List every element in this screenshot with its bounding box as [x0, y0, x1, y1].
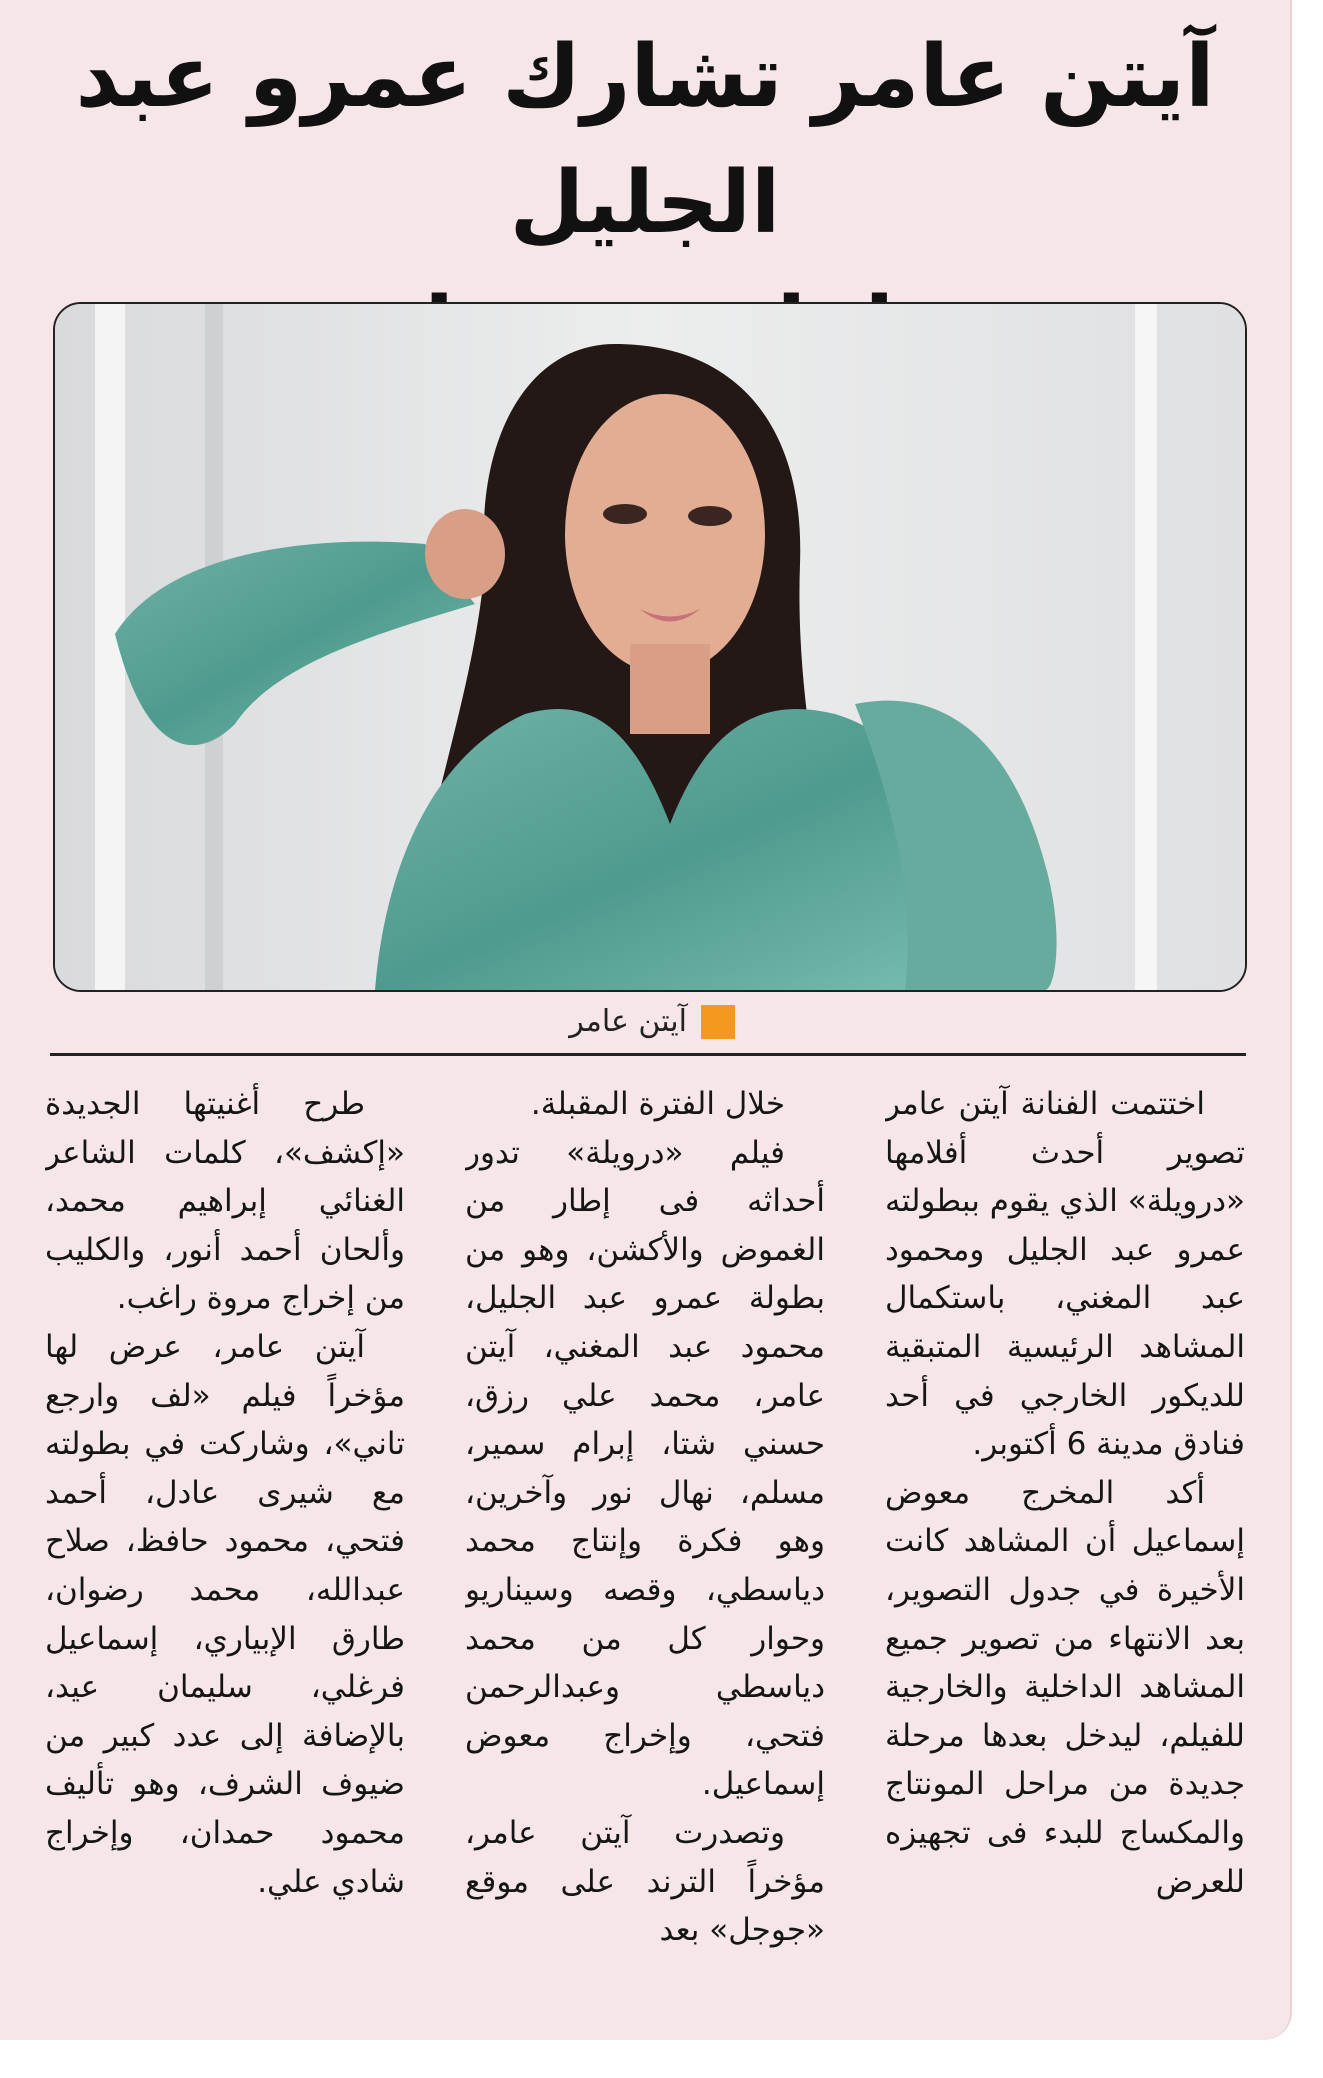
article-column-2	[465, 1080, 825, 2020]
divider	[50, 1053, 1246, 1056]
caption-text: آيتن عامر	[569, 1004, 687, 1039]
paragraph: فيلم «درويلة» تدور أحداثه فى إطار من الغموض والأكشن، وهو من بطولة عمرو عبد الجليل، محمود عبد المغني، آيتن عامر، محمد علي رزق، حسني شتا، إبرام سمير، مسلم، نهال نور وآخرين، وهو فكرة وإنتاج محمد دياسطي، وقصه وسيناريو وحوار كل من محمد دياسطي وعبدالرحمن فتحي، وإخراج معوض إسماعيل.	[465, 1134, 825, 1803]
portrait-photo	[53, 302, 1247, 992]
headline-line-1: آيتن عامر تشارك عمرو عبد الجليل	[75, 27, 1215, 253]
paragraph: اختتمت الفنانة آيتن عامر تصوير أحدث أفلامها «درويلة» الذي يقوم ببطولته عمرو عبد الجليل ومحمود عبد المغني، باستكمال المشاهد الرئيسية المتبقية للديكور الخارجي في أحد فنادق مدينة 6 أكتوبر.	[885, 1086, 1245, 1463]
caption-marker	[701, 1005, 735, 1039]
portrait-photo-illustration	[55, 304, 1245, 990]
photo-caption	[569, 1004, 735, 1039]
paragraph: طرح أغنيتها الجديدة «إكشف»، كلمات الشاعر الغنائي إبراهيم محمد، وألحان أحمد أنور، والكليب من إخراج مروة راغب.	[45, 1086, 405, 1317]
paragraph: أكد المخرج معوض إسماعيل أن المشاهد كانت الأخيرة في جدول التصوير، بعد الانتهاء من تصوير جميع المشاهد الداخلية والخارجية للفيلم، ليدخل بعدها مرحلة جديدة من مراحل المونتاج والمكساج للبدء فى تجهيزه للعرض	[885, 1474, 1245, 1900]
article-column-1	[885, 1080, 1245, 2020]
paragraph: وتصدرت آيتن عامر، مؤخراً الترند على موقع «جوجل» بعد	[465, 1814, 825, 1949]
article-column-3	[45, 1080, 405, 2020]
paragraph: آيتن عامر، عرض لها مؤخراً فيلم «لف وارجع تاني»، وشاركت في بطولته مع شيرى عادل، أحمد فتحي، محمود حافظ، صلاح عبدالله، محمد رضوان، طارق الإبياري، إسماعيل فرغلي، سليمان عيد، بالإضافة إلى عدد كبير من ضيوف الشرف، وهو تأليف محمود حمدان، وإخراج شادي علي.	[45, 1328, 405, 1900]
paragraph: خلال الفترة المقبلة.	[530, 1086, 785, 1122]
